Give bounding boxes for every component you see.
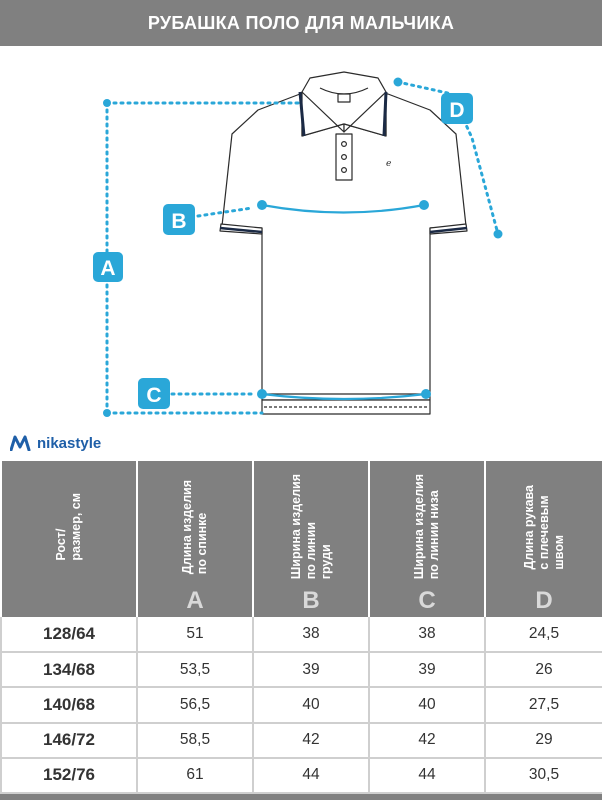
size-cell: 140/68	[1, 687, 137, 722]
table-row	[1, 652, 602, 687]
column-letter: D	[535, 587, 553, 614]
marker-a-label: A	[100, 257, 116, 280]
marker-d-label: D	[449, 99, 465, 122]
polo-shirt-icon	[220, 72, 467, 414]
size-cell: 134/68	[1, 652, 137, 687]
table-cell: 38	[253, 617, 369, 652]
table-cell: 39	[369, 652, 485, 687]
table-cell: 38	[369, 617, 485, 652]
table-cell: 58,5	[137, 723, 253, 758]
column-letter: A	[186, 587, 204, 614]
marker-c	[138, 378, 170, 409]
size-cell: 128/64	[1, 617, 137, 652]
marker-a	[93, 252, 123, 282]
table-cell: 42	[369, 723, 485, 758]
table-cell: 61	[137, 758, 253, 793]
column-header-label: Длина рукава с плечевым швом	[521, 484, 566, 570]
table-cell: 44	[253, 758, 369, 793]
table-cell: 26	[485, 652, 602, 687]
marker-c-label: C	[146, 384, 162, 407]
column-header-label: Длина изделия по спинке	[180, 479, 209, 575]
marker-d	[441, 93, 473, 124]
table-cell: 42	[253, 723, 369, 758]
marker-b-label: B	[171, 210, 187, 233]
svg-text:ℯ: ℯ	[386, 159, 392, 169]
marker-b	[163, 204, 195, 235]
table-cell: 24,5	[485, 617, 602, 652]
column-header-hem-width	[369, 461, 485, 617]
table-cell: 39	[253, 652, 369, 687]
brand-name: nikastyle	[37, 434, 102, 452]
size-cell: 152/76	[1, 758, 137, 793]
column-letter: C	[418, 587, 436, 614]
size-cell: 146/72	[1, 723, 137, 758]
table-row	[1, 687, 602, 722]
table-cell: 27,5	[485, 687, 602, 722]
column-letter: B	[302, 587, 320, 614]
column-header-label: Ширина изделия по линии низа	[412, 474, 441, 580]
column-header-label: Рост/ размер, см	[54, 493, 83, 561]
page-title: РУБАШКА ПОЛО ДЛЯ МАЛЬЧИКА	[0, 0, 602, 46]
size-table	[0, 461, 602, 794]
brand-logo	[10, 432, 101, 454]
table-cell: 40	[369, 687, 485, 722]
footer-bar	[0, 794, 602, 800]
polo-shirt-diagram	[0, 48, 602, 428]
table-cell: 44	[369, 758, 485, 793]
table-row	[1, 617, 602, 652]
table-cell: 40	[253, 687, 369, 722]
table-cell: 29	[485, 723, 602, 758]
table-cell: 53,5	[137, 652, 253, 687]
column-header-sleeve-length	[485, 461, 602, 617]
table-cell: 56,5	[137, 687, 253, 722]
table-cell: 30,5	[485, 758, 602, 793]
table-cell: 51	[137, 617, 253, 652]
table-header-row	[1, 461, 602, 617]
nikastyle-logo-icon	[10, 435, 32, 451]
column-header-chest-width	[253, 461, 369, 617]
column-header-label: Ширина изделия по линии груди	[288, 474, 333, 580]
table-row	[1, 758, 602, 793]
column-header-size	[1, 461, 137, 617]
column-header-back-length	[137, 461, 253, 617]
table-row	[1, 723, 602, 758]
